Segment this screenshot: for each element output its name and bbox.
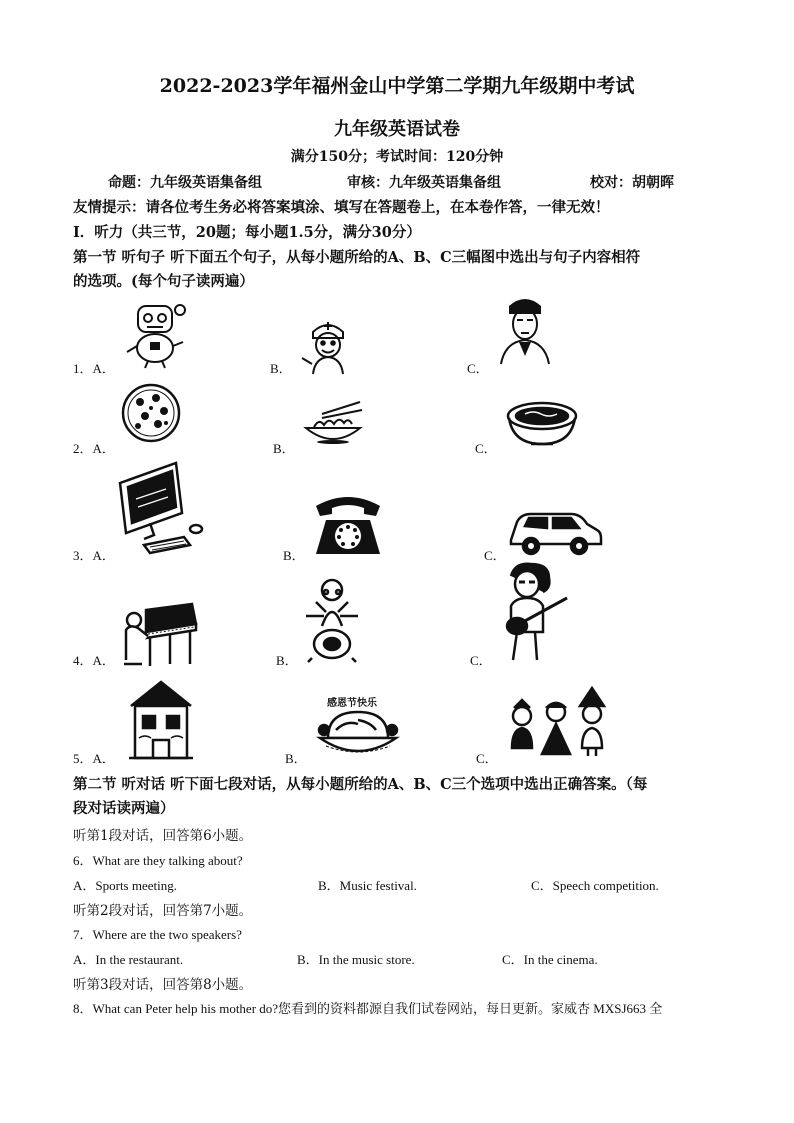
q7-option-a: A．In the restaurant. [73,952,184,967]
robot-icon [120,298,190,370]
part2-instruction: 第二节 听对话 听下面七段对话，从每小题所给的A、B、C三个选项中选出正确答案。（每 [73,776,648,793]
house-icon [125,676,197,762]
noodles-chopsticks-icon [302,400,364,446]
row5-label-a: 5．A． [73,751,115,766]
q6-option-a: A．Sports meeting. [73,878,177,893]
question-7: 7．Where are the two speakers? [73,927,242,942]
doctor-icon [297,318,359,376]
section-heading: I．听力（共三节，20题；每小题1.5分，满分30分） [73,224,421,241]
piano-icon [120,600,198,668]
question-6: 6．What are they talking about? [73,853,243,868]
telephone-icon [312,490,384,558]
row4-label-a: 4．A． [73,653,115,668]
thanksgiving-turkey-icon [312,708,404,758]
man-icon [495,296,555,366]
row2-label-c: C． [475,441,497,456]
exam-title: 2022-2023学年福州金山中学第二学期九年级期中考试 [159,75,635,97]
soup-bowl-icon [505,400,579,450]
exam-subtitle: 九年级英语试卷 [334,119,460,140]
car-icon [507,510,603,556]
q7-option-b: B．In the music store. [297,952,415,967]
part1-instruction-cont: 的选项。(每个句子读两遍） [73,273,254,290]
computer-icon [116,459,208,559]
row1-label-b: B． [270,361,292,376]
row3-label-a: 3．A． [73,548,115,563]
drummer-icon [300,576,364,662]
row4-label-b: B． [276,653,298,668]
q6-option-b: B．Music festival. [318,878,417,893]
guitarist-icon [495,562,571,662]
row5-label-b: B． [285,751,307,766]
row1-label-c: C． [467,361,489,376]
reviewer-line: 审核：九年级英语集备组 [347,175,501,191]
dialog1-intro: 听第1段对话，回答第6小题。 [73,828,253,844]
row1-label-a: 1．A． [73,361,115,376]
question-8: 8．What can Peter help his mother do?您看到的资料都源自我们试卷网站，每日更新。家威杏 MXSJ663 全 [73,1001,663,1016]
row2-label-b: B． [273,441,295,456]
score-time: 满分150分；考试时间：120分钟 [290,149,504,165]
part2-instruction-cont: 段对话读两遍） [73,800,175,817]
dialog2-intro: 听第2段对话，回答第7小题。 [73,903,253,919]
halloween-kids-icon [504,686,612,758]
author-line: 命题：九年级英语集备组 [108,175,262,191]
row3-label-c: C． [484,548,506,563]
dialog3-intro: 听第3段对话，回答第8小题。 [73,977,253,993]
part1-instruction: 第一节 听句子 听下面五个句子，从每小题所给的A、B、C三幅图中选出与句子内容相符 [73,249,641,266]
proofreader-line: 校对：胡朝晖 [590,175,674,191]
q7-option-c: C．In the cinema. [502,952,598,967]
notice: 友情提示：请各位考生务必将答案填涂、填写在答题卷上，在本卷作答，一律无效！ [73,199,610,216]
row4-label-c: C． [470,653,492,668]
row2-label-a: 2．A． [73,441,115,456]
q6-option-c: C．Speech competition. [531,878,659,893]
turkey-caption: 感恩节快乐 [327,698,377,709]
row5-label-c: C． [476,751,498,766]
row3-label-b: B． [283,548,305,563]
pizza-icon [120,382,182,444]
